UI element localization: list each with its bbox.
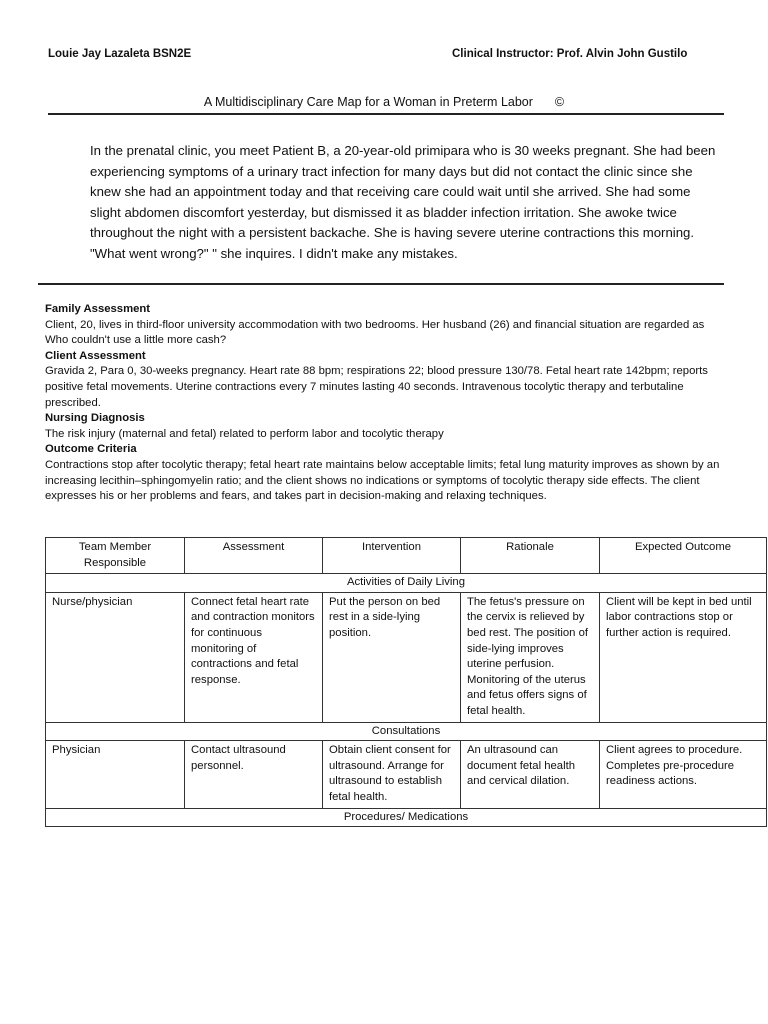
table-cell: Put the person on bed rest in a side-lying position. — [323, 592, 461, 722]
family-assessment-heading: Family Assessment — [45, 303, 151, 315]
client-assessment-text: Gravida 2, Para 0, 30-weeks pregnancy. Heart rate 88 bpm; respirations 22; blood pressure 130/78. Fetal heart rate 142bpm; reports positive fetal movements. Uterine contractions every 7 minutes lasting 40 seconds. Intravenous tocolytic therapy and terbutaline prescribed. — [45, 365, 708, 409]
care-map-table — [45, 537, 767, 827]
table-header-row — [46, 538, 767, 574]
family-assessment-text: Client, 20, lives in third-floor university accommodation with two bedrooms. Her husband (26) and financial situation are regarded as Who couldn't use a little more cash? — [45, 318, 705, 347]
table-cell: An ultrasound can document fetal health and cervical dilation. — [461, 741, 600, 808]
table-cell: Nurse/physician — [46, 592, 185, 722]
section-title: Procedures/ Medications — [46, 808, 767, 827]
nursing-diagnosis-heading: Nursing Diagnosis — [45, 412, 145, 425]
section-row — [46, 574, 767, 593]
section-title: Consultations — [46, 722, 767, 741]
nursing-diagnosis-text: The risk injury (maternal and fetal) related to perform labor and tocolytic therapy — [45, 427, 444, 440]
section-title: Activities of Daily Living — [46, 574, 767, 593]
column-header: Intervention — [323, 538, 461, 574]
table-row — [46, 592, 767, 722]
column-header: Assessment — [185, 538, 323, 574]
section-row — [46, 808, 767, 827]
table-cell: Physician — [46, 741, 185, 808]
column-header: Rationale — [461, 538, 600, 574]
table-cell: The fetus's pressure on the cervix is relieved by bed rest. The position of side-lying improves uterine perfusion. Monitoring of the uterus and fetus offers signs of fetal health. — [461, 592, 600, 722]
scenario-paragraph: In the prenatal clinic, you meet Patient B, a 20-year-old primipara who is 30 weeks pregnant. She had been experiencing symptoms of a urinary tract infection for many days but did not contact the clinic since she knew she had an appointment today and that receiving care could wait until she arrived. She had some slight abdomen discomfort yesterday, but dismissed it as bladder infection irritation. She awoke twice throughout the night with a persistent backache. She is having severe uterine contractions this morning. "What went wrong?" " she inquires. I didn't make any mistakes. — [90, 143, 716, 261]
copyright-symbol: © — [554, 95, 565, 109]
column-header: Expected Outcome — [600, 538, 767, 574]
scenario-divider — [38, 283, 724, 285]
student-name: Louie Jay Lazaleta BSN2E — [48, 48, 192, 60]
table-cell: Client agrees to procedure. Completes pre-procedure readiness actions. — [600, 741, 767, 808]
top-divider — [48, 113, 724, 115]
client-assessment-heading: Client Assessment — [45, 349, 146, 362]
document-title-line — [0, 95, 768, 109]
section-row — [46, 722, 767, 741]
clinical-instructor: Clinical Instructor: Prof. Alvin John Gustilo — [452, 48, 688, 60]
table-cell: Client will be kept in bed until labor contractions stop or further action is required. — [600, 592, 767, 722]
table-row — [46, 741, 767, 808]
table-cell: Connect fetal heart rate and contraction monitors for continuous monitoring of contractions and fetal response. — [185, 592, 323, 722]
outcome-criteria-text: Contractions stop after tocolytic therapy; fetal heart rate maintains below acceptable limits; fetal lung maturity improves as shown by an increasing lecithin–sphingomyelin ratio; and the client shows no indications or symptoms of tocolytic therapy side effects. The client expresses his or her problems and fears, and takes part in decision-making and relaxing techniques. — [45, 458, 720, 503]
table-cell: Contact ultrasound personnel. — [185, 741, 323, 808]
outcome-criteria-heading: Outcome Criteria — [45, 443, 137, 456]
document-title: A Multidisciplinary Care Map for a Woman in Preterm Labor — [203, 95, 533, 109]
assessment-section — [45, 302, 725, 505]
column-header: Team Member Responsible — [46, 538, 185, 574]
table-cell: Obtain client consent for ultrasound. Arrange for ultrasound to establish fetal health. — [323, 741, 461, 808]
